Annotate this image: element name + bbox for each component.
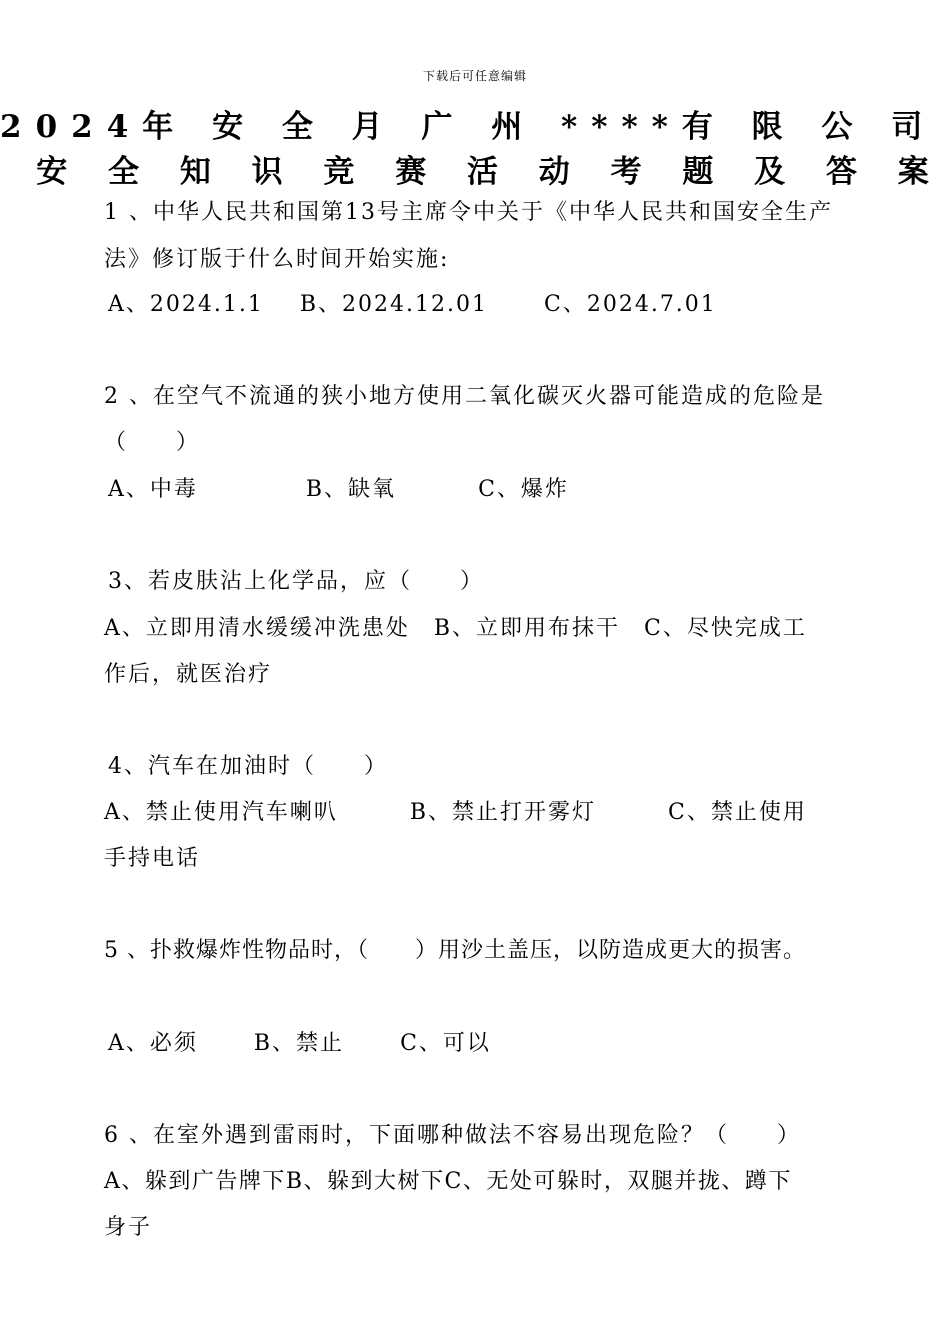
document-title-line-1: 2024年 安 全 月 广 州 ****有 限 公 司 <box>0 109 937 145</box>
question-5-stem: 5 、扑救爆炸性物品时，（ ）用沙土盖压，以防造成更大的损害。 <box>104 938 806 963</box>
question-1-options <box>108 292 717 318</box>
question-2-stem-line-1: 2 、在空气不流通的狭小地方使用二氧化碳灭火器可能造成的危险是 <box>104 384 825 409</box>
question-5-option-a: A、必须 <box>108 1031 198 1056</box>
question-3-options-line-1: A、立即用清水缓缓冲洗患处 B、立即用布抹干 C、尽快完成工 <box>104 616 807 641</box>
question-2-option-a: A、中毒 <box>108 477 198 502</box>
question-1-option-c: C、2024.7.01 <box>544 292 717 317</box>
question-1-stem-line-1: 1 、中华人民共和国第13号主席令中关于《中华人民共和国安全生产 <box>104 200 833 225</box>
question-1-stem-line-2: 法》修订版于什么时间开始实施: <box>104 247 450 272</box>
question-4-stem: 4、汽车在加油时（ ） <box>108 754 388 779</box>
question-3-stem: 3、若皮肤沾上化学品，应（ ） <box>108 569 484 594</box>
question-5-option-c: C、可以 <box>400 1031 491 1056</box>
question-5-option-b: B、禁止 <box>253 1031 345 1056</box>
question-1-option-b: B、2024.12.01 <box>299 292 488 317</box>
question-4-options-line-2: 手持电话 <box>104 846 201 871</box>
question-5-options <box>108 1031 491 1057</box>
question-6-stem: 6 、在室外遇到雷雨时，下面哪种做法不容易出现危险？（ ） <box>104 1123 801 1148</box>
question-6-options-line-1: A、躲到广告牌下B、躲到大树下C、无处可躲时，双腿并拢、蹲下 <box>104 1169 792 1194</box>
question-2-option-c: C、爆炸 <box>478 477 569 502</box>
question-2-option-b: B、缺氧 <box>305 477 397 502</box>
question-2-stem-line-2: （ ） <box>104 430 201 455</box>
question-3-options-line-2: 作后，就医治疗 <box>104 662 273 687</box>
question-4-options-line-1: A、禁止使用汽车喇叭 B、禁止打开雾灯 C、禁止使用 <box>104 800 807 825</box>
question-2-options <box>108 477 569 503</box>
page-header-note: 下载后可任意编辑 <box>422 69 527 83</box>
question-1-option-a: A、2024.1.1 <box>108 292 264 317</box>
document-title-line-2: 安 全 知 识 竞 赛 活 动 考 题 及 答 案 <box>36 154 944 190</box>
question-6-options-line-2: 身子 <box>104 1215 153 1240</box>
